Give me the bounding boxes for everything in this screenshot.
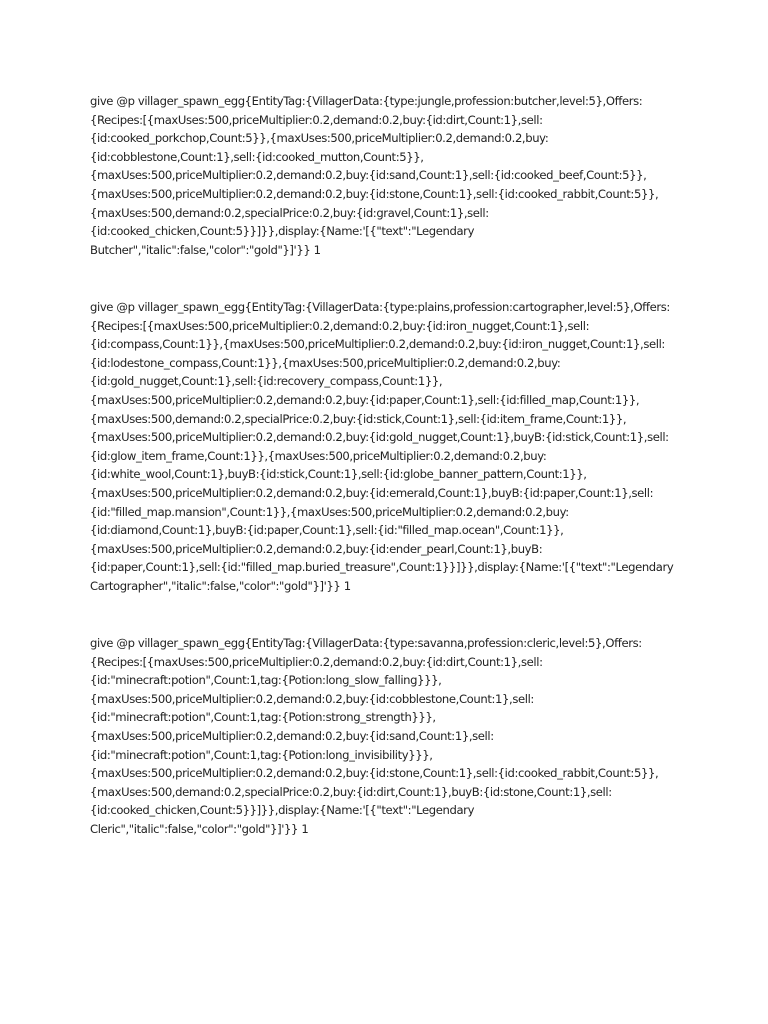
command-line: {id:gold_nugget,Count:1},sell:{id:recovery_compass,Count:1}}, <box>90 374 443 389</box>
command-line: give @p villager_spawn_egg{EntityTag:{VillagerData:{type:jungle,profession:butcher,level:5},Offers: <box>90 94 643 108</box>
command-line: give @p villager_spawn_egg{EntityTag:{VillagerData:{type:plains,profession:cartographer,level:5},Offers: <box>90 300 670 314</box>
command-line: {id:"minecraft:potion",Count:1,tag:{Potion:long_invisibility}}}, <box>90 747 433 762</box>
command-line: {id:cooked_chicken,Count:5}}]}},display:{Name:'[{"text":"Legendary <box>90 803 475 818</box>
command-line: {id:lodestone_compass,Count:1}},{maxUses:500,priceMultiplier:0.2,demand:0.2,buy: <box>90 355 561 370</box>
command-line: {id:paper,Count:1},sell:{id:"filled_map.buried_treasure",Count:1}}]}},display:{Name:'[{"text":"Legendary <box>90 560 674 575</box>
command-line: {id:diamond,Count:1},buyB:{id:paper,Count:1},sell:{id:"filled_map.ocean",Count:1}}, <box>90 523 564 538</box>
command-line: {maxUses:500,demand:0.2,specialPrice:0.2,buy:{id:gravel,Count:1},sell: <box>90 205 489 220</box>
command-line: {Recipes:[{maxUses:500,priceMultiplier:0.2,demand:0.2,buy:{id:dirt,Count:1},sell: <box>90 654 543 669</box>
command-line: {maxUses:500,priceMultiplier:0.2,demand:0.2,buy:{id:ender_pearl,Count:1},buyB: <box>90 541 543 556</box>
command-line: give @p villager_spawn_egg{EntityTag:{VillagerData:{type:savanna,profession:cleric,level:5},Offers: <box>90 636 642 650</box>
command-line: {maxUses:500,priceMultiplier:0.2,demand:0.2,buy:{id:sand,Count:1},sell: <box>90 728 494 743</box>
command-block-cleric <box>90 634 690 839</box>
command-line: {Recipes:[{maxUses:500,priceMultiplier:0.2,demand:0.2,buy:{id:dirt,Count:1},sell: <box>90 112 543 127</box>
command-line: {maxUses:500,priceMultiplier:0.2,demand:0.2,buy:{id:emerald,Count:1},buyB:{id:paper,Count:1},sell: <box>90 485 654 500</box>
command-line: {maxUses:500,priceMultiplier:0.2,demand:0.2,buy:{id:sand,Count:1},sell:{id:cooked_beef,Count:5}}, <box>90 168 647 183</box>
command-line: {id:"filled_map.mansion",Count:1}},{maxUses:500,priceMultiplier:0.2,demand:0.2,buy: <box>90 504 569 519</box>
command-line: {maxUses:500,priceMultiplier:0.2,demand:0.2,buy:{id:stone,Count:1},sell:{id:cooked_rabbit,Count:5}}, <box>90 766 659 781</box>
command-line: {id:cooked_chicken,Count:5}}]}},display:{Name:'[{"text":"Legendary <box>90 224 475 239</box>
command-line: {maxUses:500,priceMultiplier:0.2,demand:0.2,buy:{id:gold_nugget,Count:1},buyB:{id:stick,Count:1},sell: <box>90 430 669 445</box>
command-line: {maxUses:500,priceMultiplier:0.2,demand:0.2,buy:{id:paper,Count:1},sell:{id:filled_map,Count:1}}, <box>90 392 640 407</box>
command-line: {maxUses:500,priceMultiplier:0.2,demand:0.2,buy:{id:cobblestone,Count:1},sell: <box>90 691 534 706</box>
command-block-cartographer <box>90 298 690 596</box>
command-line: {id:"minecraft:potion",Count:1,tag:{Potion:long_slow_falling}}}, <box>90 673 442 688</box>
command-line: {id:glow_item_frame,Count:1}},{maxUses:500,priceMultiplier:0.2,demand:0.2,buy: <box>90 448 547 463</box>
command-block-butcher <box>90 92 690 259</box>
command-line: {maxUses:500,priceMultiplier:0.2,demand:0.2,buy:{id:stone,Count:1},sell:{id:cooked_rabbit,Count:5}}, <box>90 186 659 201</box>
command-line: Cartographer","italic":false,"color":"gold"}]'}} 1 <box>90 578 351 593</box>
command-line: Butcher","italic":false,"color":"gold"}]'}} 1 <box>90 242 321 257</box>
command-line: {id:"minecraft:potion",Count:1,tag:{Potion:strong_strength}}}, <box>90 710 436 725</box>
command-line: {Recipes:[{maxUses:500,priceMultiplier:0.2,demand:0.2,buy:{id:iron_nugget,Count:1},sell: <box>90 318 590 333</box>
command-line: {maxUses:500,demand:0.2,specialPrice:0.2,buy:{id:stick,Count:1},sell:{id:item_frame,Count:1}}, <box>90 411 627 426</box>
command-line: {id:cooked_porkchop,Count:5}},{maxUses:500,priceMultiplier:0.2,demand:0.2,buy: <box>90 131 549 146</box>
command-line: Cleric","italic":false,"color":"gold"}]'}} 1 <box>90 821 309 836</box>
command-line: {maxUses:500,demand:0.2,specialPrice:0.2,buy:{id:dirt,Count:1},buyB:{id:stone,Count:1},sell: <box>90 784 612 799</box>
command-line: {id:white_wool,Count:1},buyB:{id:stick,Count:1},sell:{id:globe_banner_pattern,Count:1}}, <box>90 467 587 482</box>
command-line: {id:compass,Count:1}},{maxUses:500,priceMultiplier:0.2,demand:0.2,buy:{id:iron_nugget,Count:1},sell: <box>90 337 665 352</box>
command-line: {id:cobblestone,Count:1},sell:{id:cooked_mutton,Count:5}}, <box>90 149 424 164</box>
